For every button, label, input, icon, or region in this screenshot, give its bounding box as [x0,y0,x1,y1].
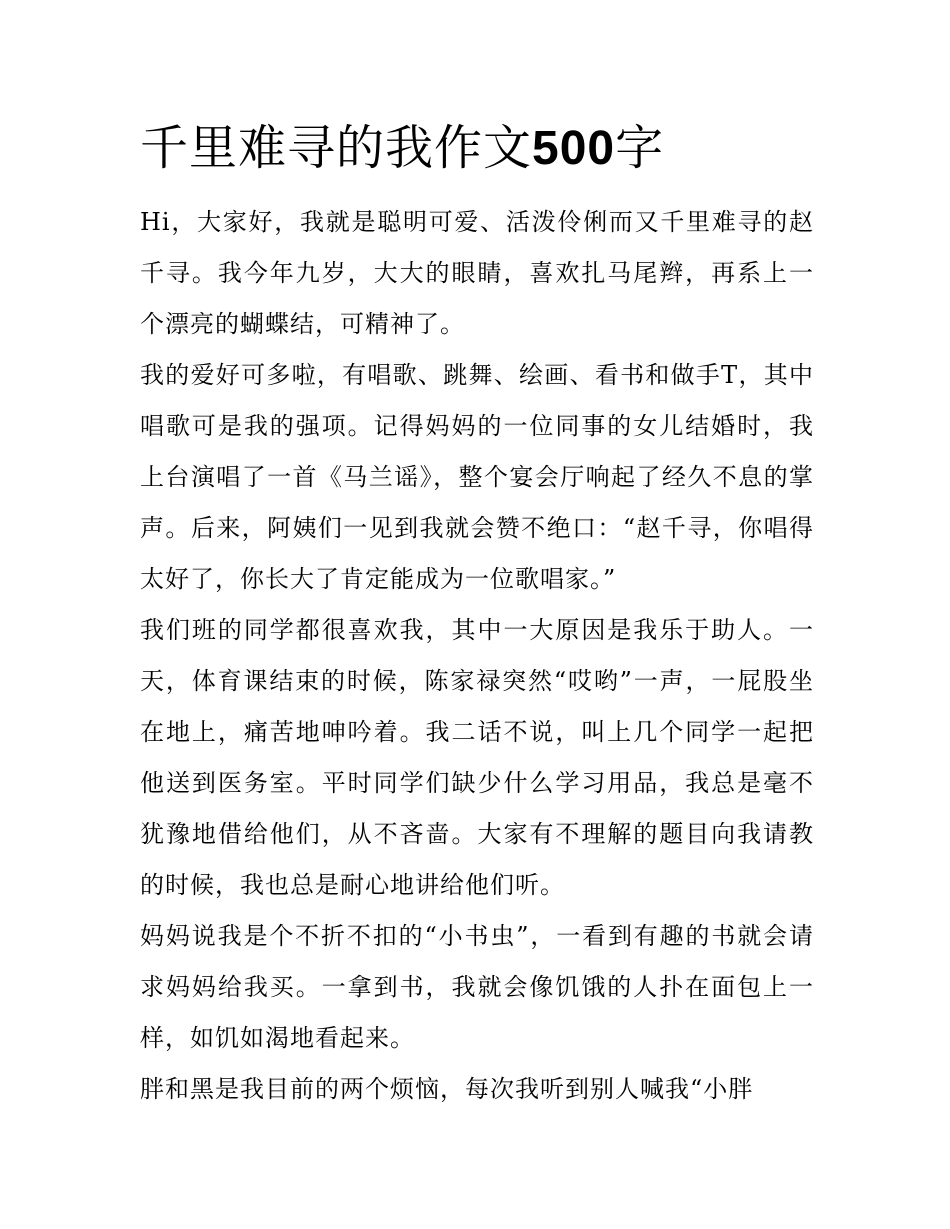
document-body [140,197,814,1115]
paragraph-4: 妈妈说我是个不折不扣的“小书虫”，一看到有趣的书就会请求妈妈给我买。一拿到书，我就会像饥饿的人扑在面包上一样，如饥如渴地看起来。 [140,922,814,1052]
document-title [140,116,664,181]
title-suffix: 字 [615,120,665,176]
paragraph-2: 我的爱好可多啦，有唱歌、跳舞、绘画、看书和做手T，其中唱歌可是我的强项。记得妈妈的一位同事的女儿结婚时，我上台演唱了一首《马兰谣》，整个宴会厅响起了经久不息的掌声。后来，阿姨们一见到我就会赞不绝口：“赵千寻，你唱得太好了，你长大了肯定能成为一位歌唱家。” [140,361,814,593]
paragraph-3: 我们班的同学都很喜欢我，其中一大原因是我乐于助人。一天，体育课结束的时候，陈家禄突然“哎哟”一声，一屁股坐在地上，痛苦地呻吟着。我二话不说，叫上几个同学一起把他送到医务室。平时同学们缺少什么学习用品，我总是毫不犹豫地借给他们，从不吝啬。大家有不理解的题目向我请教的时候，我也总是耐心地讲给他们听。 [140,616,814,899]
title-number: 500 [532,122,616,175]
paragraph-5: 胖和黑是我目前的两个烦恼，每次我听到别人喊我“小胖 [140,1075,754,1103]
paragraph-1: Hi，大家好，我就是聪明可爱、活泼伶俐而又千里难寻的赵千寻。我今年九岁，大大的眼睛，喜欢扎马尾辫，再系上一个漂亮的蝴蝶结，可精神了。 [140,208,814,338]
title-prefix: 千里难寻的我作文 [140,120,533,176]
